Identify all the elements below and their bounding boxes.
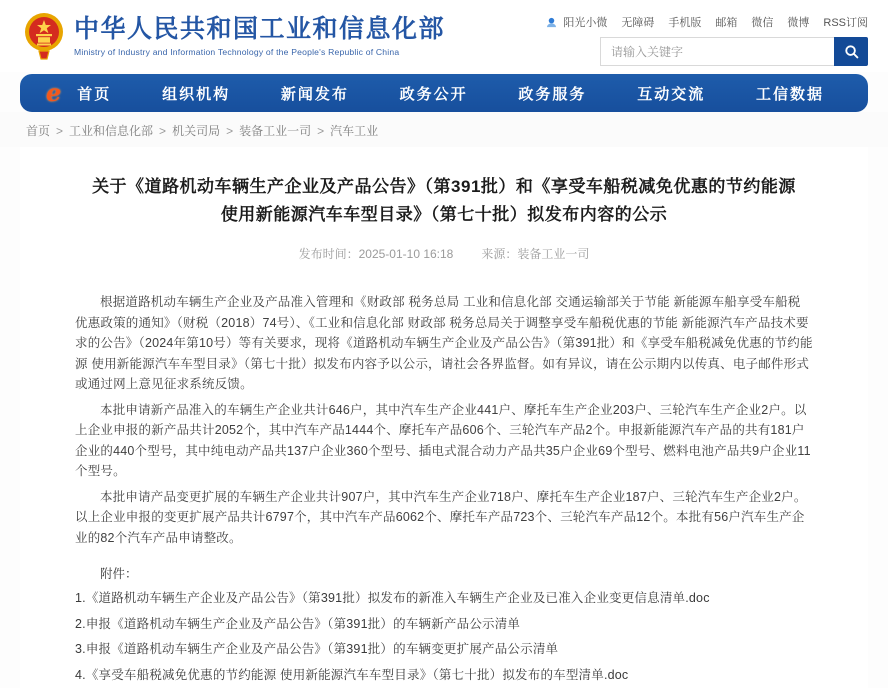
breadcrumb-separator: > [159,124,166,138]
attachment-link-4[interactable]: 4.《享受车船税减免优惠的节约能源 使用新能源汽车车型目录》（第七十批）拟发布的车型清单.doc [75,663,813,688]
utility-link-rss[interactable]: RSS订阅 [823,14,868,30]
site-subtitle: Ministry of Industry and Information Technology of the People's Republic of China [74,47,445,57]
site-title: 中华人民共和国工业和信息化部 [74,15,445,44]
nav-item-home[interactable]: 首页 [67,75,121,112]
breadcrumb-auto-industry[interactable]: 汽车工业 [330,122,378,139]
breadcrumb-equipment-dept[interactable]: 装备工业一司 [239,122,311,139]
search-icon [844,44,859,59]
publish-time: 2025-01-10 16:18 [359,247,454,261]
main-nav [20,74,868,112]
attachment-link-1[interactable]: 1.《道路机动车辆生产企业及产品公告》（第391批）拟发布的新准入车辆生产企业及已准入企业变更信息清单.doc [75,586,813,612]
breadcrumb-home[interactable]: 首页 [26,122,50,139]
utility-link-mail[interactable]: 邮箱 [715,14,737,30]
breadcrumb-separator: > [226,124,233,138]
nav-item-gov-affairs[interactable]: 政务公开 [390,75,478,112]
search-input[interactable] [600,37,834,66]
site-brand [24,12,445,60]
breadcrumb [0,112,888,147]
breadcrumb-miit[interactable]: 工业和信息化部 [69,122,153,139]
paragraph: 根据道路机动车辆生产企业及产品准入管理和《财政部 税务总局 工业和信息化部 交通运输部关于节能 新能源车船享受车船税优惠政策的通知》（财税（2018）74号）、《工业和信息化部 财政部 税务总局关于调整享受车船税优惠的节能 新能源汽车产品技术要求的公告》（2024年第10号）等有关要求，现将《道路机动车辆生产企业及产品公告》（第391批）和《享受车船税减免优惠的节约能源 使用新能源汽车车型目录》（第七十批）拟发布内容予以公示，请社会各界监督。如有异议，请在公示期内以传真、电子邮件形式或通过网上意见征求系统反馈。 [75,292,813,395]
nav-item-gov-services[interactable]: 政务服务 [508,75,596,112]
nav-item-news[interactable]: 新闻发布 [271,75,359,112]
nav-item-organization[interactable]: 组织机构 [152,75,240,112]
search-button[interactable] [834,37,868,66]
attachments-section [75,562,813,688]
breadcrumb-departments[interactable]: 机关司局 [172,122,220,139]
utility-link-wechat[interactable]: 微信 [751,14,773,30]
article [20,147,868,688]
publish-time-label: 发布时间： [299,247,359,261]
source-label: 来源： [481,247,517,261]
national-emblem-icon [24,12,64,60]
utility-link-accessibility[interactable]: 无障碍 [621,14,654,30]
article-body [75,292,813,548]
attachment-link-3[interactable]: 3.申报《道路机动车辆生产企业及产品公告》（第391批）的车辆变更扩展产品公示清单 [75,637,813,663]
nav-item-interaction[interactable]: 互动交流 [627,75,715,112]
utility-link-mobile[interactable]: 手机版 [668,14,701,30]
utility-links [546,14,868,30]
attachment-link-2[interactable]: 2.申报《道路机动车辆生产企业及产品公告》（第391批）的车辆新产品公示清单 [75,612,813,638]
nav-item-data[interactable]: 工信数据 [746,75,834,112]
miit-e-logo-icon: e [46,81,61,105]
search-bar [600,37,868,66]
paragraph: 本批申请新产品准入的车辆生产企业共计646户，其中汽车生产企业441户、摩托车生产企业203户、三轮汽车生产企业2户。以上企业申报的新产品共计2052个，其中汽车产品1444个、摩托车产品606个、三轮汽车产品2个。申报新能源汽车产品的共有181户企业的440个型号，其中纯电动产品共137户企业360个型号、插电式混合动力产品共35户企业69个型号、燃料电池产品共9户企业11个型号。 [75,400,813,482]
assistant-icon [546,17,557,28]
source-value: 装备工业一司 [517,247,589,261]
paragraph: 本批申请产品变更扩展的车辆生产企业共计907户，其中汽车生产企业718户、摩托车生产企业187户、三轮汽车生产企业2户。以上企业申报的变更扩展产品共计6797个，其中汽车产品6062个、摩托车产品723个、三轮汽车产品12个。本批有56户汽车生产企业的82个汽车产品申请整改。 [75,487,813,549]
breadcrumb-separator: > [56,124,63,138]
page-title: 关于《道路机动车辆生产企业及产品公告》（第391批）和《享受车船税减免优惠的节约能源 使用新能源汽车车型目录》（第七十批）拟发布内容的公示 [75,173,813,229]
utility-link-assistant[interactable]: 阳光小微 [563,14,607,30]
breadcrumb-separator: > [317,124,324,138]
article-meta [75,245,813,262]
attachments-label: 附件： [75,562,813,586]
utility-link-weibo[interactable]: 微博 [787,14,809,30]
site-header [0,0,888,72]
